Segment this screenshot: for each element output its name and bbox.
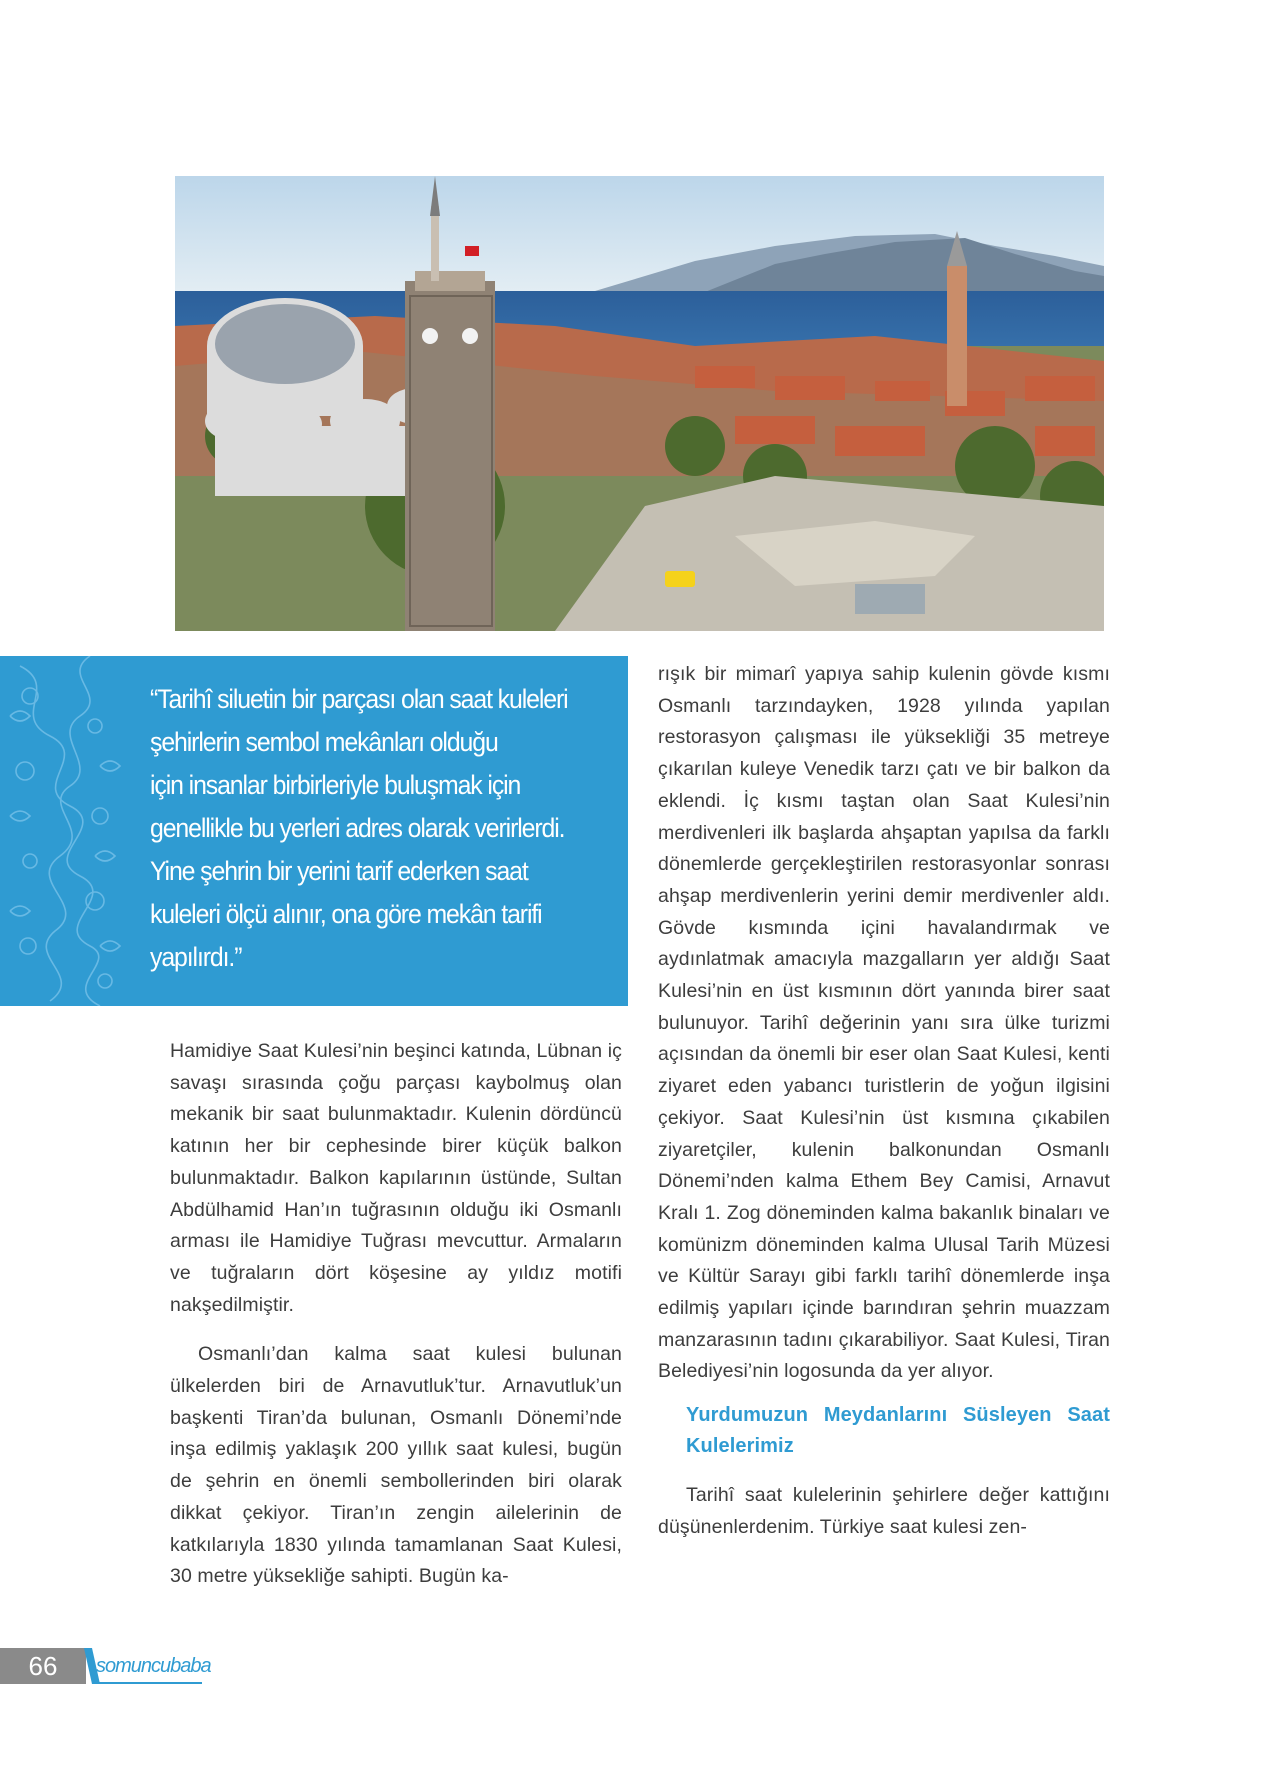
floral-pattern-icon (0, 656, 128, 1006)
paragraph: Tarihî saat kulelerinin şehirlere değer kattığını düşünenlerdenim. Türkiye saat kulesi zen- (658, 1484, 1110, 1538)
city-photo-clock-tower (175, 176, 1104, 631)
brand-name: somuncubaba (96, 1655, 211, 1677)
paragraph: Hamidiye Saat Kulesi’nin beşinci katında, Lübnan iç savaşı sırasında çoğu parçası kaybolmuş olan mekanik bir saat bulunmaktadır. Kulenin dördüncü katının her bir cephesinde birer küçük balkon bulunmaktadır. Balkon kapılarının üstünde, Sultan Abdülhamid Han’ın tuğrasının olduğu iki Osmanlı arması ile Hamidiye Tuğrası mevcuttur. Armaların ve tuğraların dört köşesine ay yıldız motifi nakşedilmiştir. (170, 1040, 622, 1316)
quote-line: yapılırdı.” (150, 942, 242, 972)
quote-line: Yine şehrin bir yerini tarif ederken saat (150, 856, 528, 886)
quote-line: genellikle bu yerleri adres olarak verirlerdi. (150, 813, 565, 843)
quote-line: için insanlar birbirleriyle buluşmak için (150, 770, 521, 800)
article-photo (175, 176, 1104, 631)
page-number: 66 (0, 1648, 86, 1684)
section-heading: Yurdumuzun Meydanlarını Süsleyen Saat Kulelerimiz (686, 1404, 1110, 1458)
quote-line: kuleleri ölçü alınır, ona göre mekân tarifi (150, 899, 542, 929)
quote-line: şehirlerin sembol mekânları olduğu (150, 727, 498, 757)
paragraph: rışık bir mimarî yapıya sahip kulenin gövde kısmı Osmanlı tarzındayken, 1928 yılında yapılan restorasyon çalışması ile yüksekliği 35 metreye çıkarılan kuleye Venedik tarzı çatı ve bir balkon da eklendi. İç kısmı taştan olan Saat Kulesi’nin merdivenleri ilk başlarda ahşaptan yapılsa da farklı dönemlerde gerçekleştirilen restorasyonlar sonrası ahşap merdivenlerin yerini demir merdivenler aldı. Gövde kısmında içini havalandırmak ve aydınlatmak amacıyla mazgalların yer aldığı Saat Kulesi’nin en üst kısmının dört yanında birer saat bulunuyor. Tarihî değerinin yanı sıra ülke turizmi açısından da önemli bir eser olan Saat Kulesi, kenti ziyaret eden yabancı turistlerin de yoğun ilgisini çekiyor. Saat Kulesi’nin üst kısmına çıkabilen ziyaretçiler, kulenin balkonundan Osmanlı Dönemi’nden kalma Ethem Bey Camisi, Arnavut Kralı 1. Zog döneminden kalma bakanlık binaları ve komünizm döneminden kalma Ulusal Tarih Müzesi ve Kültür Sarayı gibi farklı tarihî dönemlerde inşa edilmiş yapıları içinde barındıran şehrin muazzam manzarasının tadını çıkarabiliyor. Saat Kulesi, Tiran Belediyesi’nin logosunda da yer alıyor. (658, 663, 1110, 1383)
quote-line: “Tarihî siluetin bir parçası olan saat kuleleri (150, 684, 568, 714)
pull-quote (0, 656, 628, 1006)
quote-text (150, 678, 573, 979)
left-column (170, 1036, 622, 1593)
right-column (658, 659, 1110, 1544)
paragraph: Osmanlı’dan kalma saat kulesi bulunan ülkelerden biri de Arnavutluk’tur. Arnavutluk’un başkenti Tiran’da bulunan, Osmanlı Dönemi’nde inşa edilmiş yaklaşık 200 yıllık saat kulesi, bugün de şehrin en önemli sembollerinden biri olarak dikkat çekiyor. Tiran’ın zengin ailelerinin de katkılarıyla 1830 yılında tamamlanan Saat Kulesi, 30 metre yüksekliğe sahipti. Bugün ka- (170, 1343, 622, 1588)
